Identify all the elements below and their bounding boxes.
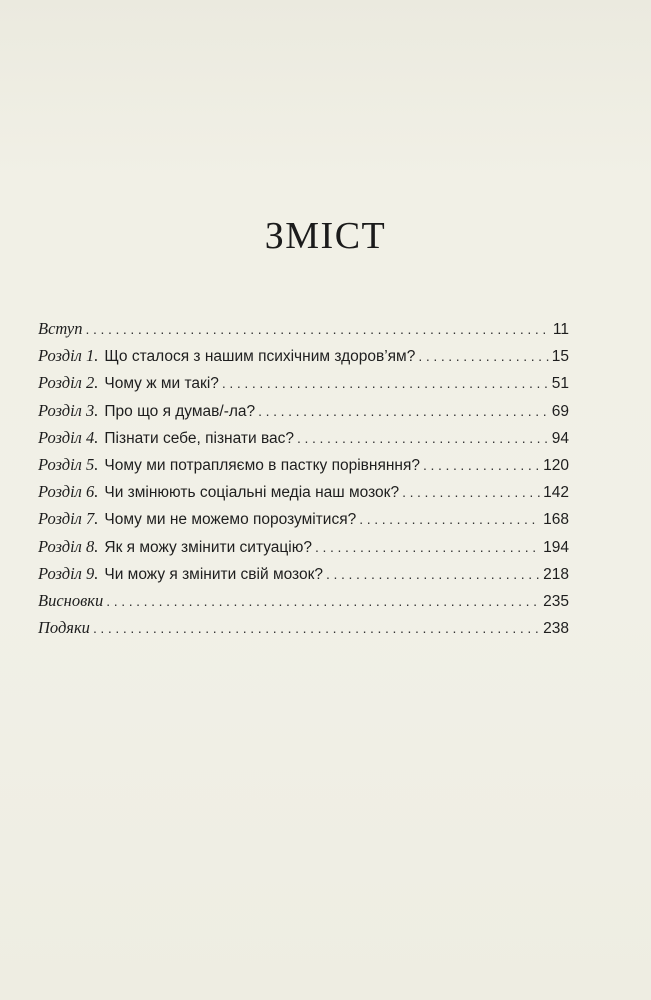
- table-of-contents: [38, 315, 569, 641]
- toc-entry-label: Розділ 2.: [38, 373, 99, 393]
- toc-entry-label: Вступ: [38, 319, 83, 338]
- toc-entry-page: 235: [543, 592, 569, 610]
- toc-entry-page: 69: [551, 402, 569, 420]
- toc-entry-title: Як я можу змінити ситуацію?: [104, 538, 312, 556]
- toc-entry-label: Розділ 6.: [38, 482, 99, 502]
- toc-entry-page: 168: [543, 511, 569, 529]
- toc-entry-label: Розділ 4.: [38, 427, 99, 447]
- toc-entry-title: Пізнати себе, пізнати вас?: [104, 429, 295, 447]
- toc-entry-page: 11: [552, 321, 569, 338]
- toc-leader-dots: [423, 452, 540, 479]
- toc-entry-chapter-2[interactable]: [38, 369, 569, 396]
- toc-entry-label: Розділ 5.: [38, 454, 99, 474]
- toc-leader-dots: [106, 588, 540, 615]
- toc-entry-chapter-8[interactable]: [38, 533, 569, 560]
- toc-entry-chapter-5[interactable]: [38, 451, 569, 478]
- toc-entry-label: Висновки: [38, 590, 104, 610]
- toc-entry-acknowledgements[interactable]: [38, 614, 569, 641]
- toc-entry-page: 194: [543, 538, 569, 556]
- toc-entry-page: 238: [543, 620, 569, 638]
- toc-entry-chapter-4[interactable]: [38, 424, 569, 451]
- toc-leader-dots: [402, 479, 540, 506]
- toc-entry-label: Розділ 1.: [38, 346, 99, 366]
- toc-entry-chapter-1[interactable]: [38, 342, 569, 369]
- toc-entry-label: Розділ 9.: [38, 563, 99, 583]
- toc-leader-dots: [315, 534, 540, 561]
- toc-entry-title: Про що я думав/-ла?: [104, 402, 256, 420]
- toc-entry-chapter-9[interactable]: [38, 560, 569, 587]
- toc-entry-label: Розділ 3.: [38, 400, 99, 420]
- toc-entry-title: Що сталося з нашим психічним здоров’ям?: [104, 348, 416, 366]
- toc-leader-dots: [359, 506, 540, 533]
- toc-entry-page: 218: [543, 565, 569, 583]
- toc-entry-title: Чи можу я змінити свій мозок?: [104, 565, 324, 583]
- toc-entry-chapter-7[interactable]: [38, 505, 569, 532]
- toc-entry-conclusions[interactable]: [38, 587, 569, 614]
- toc-leader-dots: [85, 316, 549, 343]
- toc-entry-intro[interactable]: [38, 315, 569, 342]
- toc-leader-dots: [222, 370, 549, 397]
- toc-entry-title: Чому ж ми такі?: [104, 375, 219, 393]
- toc-entry-label: Розділ 7.: [38, 509, 99, 529]
- toc-entry-label: Розділ 8.: [38, 536, 99, 556]
- toc-entry-title: Чому ми не можемо порозумітися?: [104, 511, 357, 529]
- toc-entry-title: Чи змінюють соціальні медіа наш мозок?: [104, 484, 400, 502]
- toc-entry-page: 15: [551, 348, 569, 366]
- toc-entry-label: Подяки: [38, 618, 90, 638]
- toc-entry-page: 51: [551, 375, 569, 393]
- toc-leader-dots: [258, 398, 549, 425]
- toc-entry-page: 120: [543, 456, 569, 474]
- toc-leader-dots: [326, 561, 540, 588]
- toc-entry-page: 94: [551, 429, 569, 447]
- toc-entry-chapter-6[interactable]: [38, 478, 569, 505]
- toc-entry-page: 142: [543, 484, 569, 502]
- toc-leader-dots: [297, 425, 549, 452]
- toc-entry-title: Чому ми потрапляємо в пастку порівняння?: [104, 456, 420, 474]
- toc-leader-dots: [418, 343, 548, 370]
- toc-leader-dots: [93, 615, 540, 642]
- toc-entry-chapter-3[interactable]: [38, 397, 569, 424]
- page-title: ЗМІСТ: [264, 215, 387, 257]
